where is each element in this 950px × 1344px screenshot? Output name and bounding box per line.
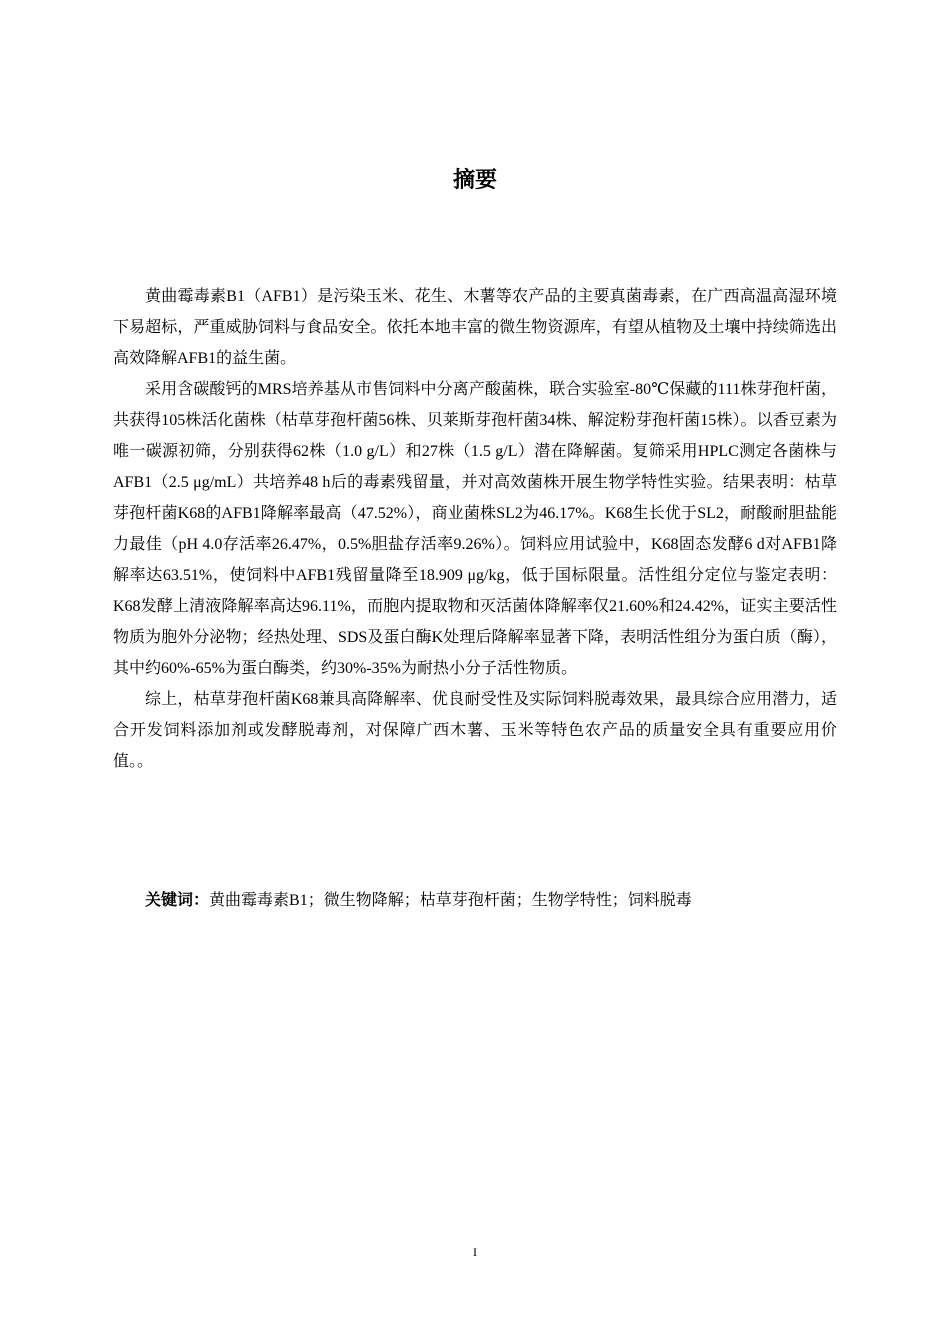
keywords-label: 关键词： [145, 890, 210, 909]
keywords-text: 黄曲霉毒素B1；微生物降解；枯草芽孢杆菌；生物学特性；饲料脱毒 [209, 892, 692, 909]
abstract-paragraph-1: 黄曲霉毒素B1（AFB1）是污染玉米、花生、木薯等农产品的主要真菌毒素，在广西高温高湿环境下易超标，严重威胁饲料与食品安全。依托本地丰富的微生物资源库，有望从植物及土壤中持续筛选出高效降解AFB1的益生菌。 [113, 288, 837, 367]
keywords-line [113, 884, 837, 916]
abstract-body [113, 281, 837, 777]
page-title: 摘要 [452, 168, 497, 193]
abstract-paragraph-2: 采用含碳酸钙的MRS培养基从市售饲料中分离产酸菌株，联合实验室-80℃保藏的111株芽孢杆菌，共获得105株活化菌株（枯草芽孢杆菌56株、贝莱斯芽孢杆菌34株、解淀粉芽孢杆菌15株）。以香豆素为唯一碳源初筛，分别获得62株（1.0 g/L）和27株（1.5 g/L）潜在降解菌。复筛采用HPLC测定各菌株与AFB1（2.5 μg/mL）共培养48 h后的毒素残留量，并对高效菌株开展生物学特性实验。结果表明：枯草芽孢杆菌K68的AFB1降解率最高（47.52%），商业菌株SL2为46.17%。K68生长优于SL2，耐酸耐胆盐能力最佳（pH 4.0存活率26.47%，0.5%胆盐存活率9.26%）。饲料应用试验中，K68固态发酵6 d对AFB1降解率达63.51%，使饲料中AFB1残留量降至18.909 μg/kg，低于国标限量。活性组分定位与鉴定表明：K68发酵上清液降解率高达96.11%，而胞内提取物和灭活菌体降解率仅21.60%和24.42%，证实主要活性物质为胞外分泌物；经热处理、SDS及蛋白酶K处理后降解率显著下降，表明活性组分为蛋白质（酶），其中约60%-65%为蛋白酶类，约30%-35%为耐热小分子活性物质。 [113, 381, 837, 677]
abstract-paragraph-3: 综上，枯草芽孢杆菌K68兼具高降解率、优良耐受性及实际饲料脱毒效果，最具综合应用潜力，适合开发饲料添加剂或发酵脱毒剂，对保障广西木薯、玉米等特色农产品的质量安全具有重要应用价值。。 [113, 691, 837, 770]
page-number: I [473, 1245, 477, 1259]
